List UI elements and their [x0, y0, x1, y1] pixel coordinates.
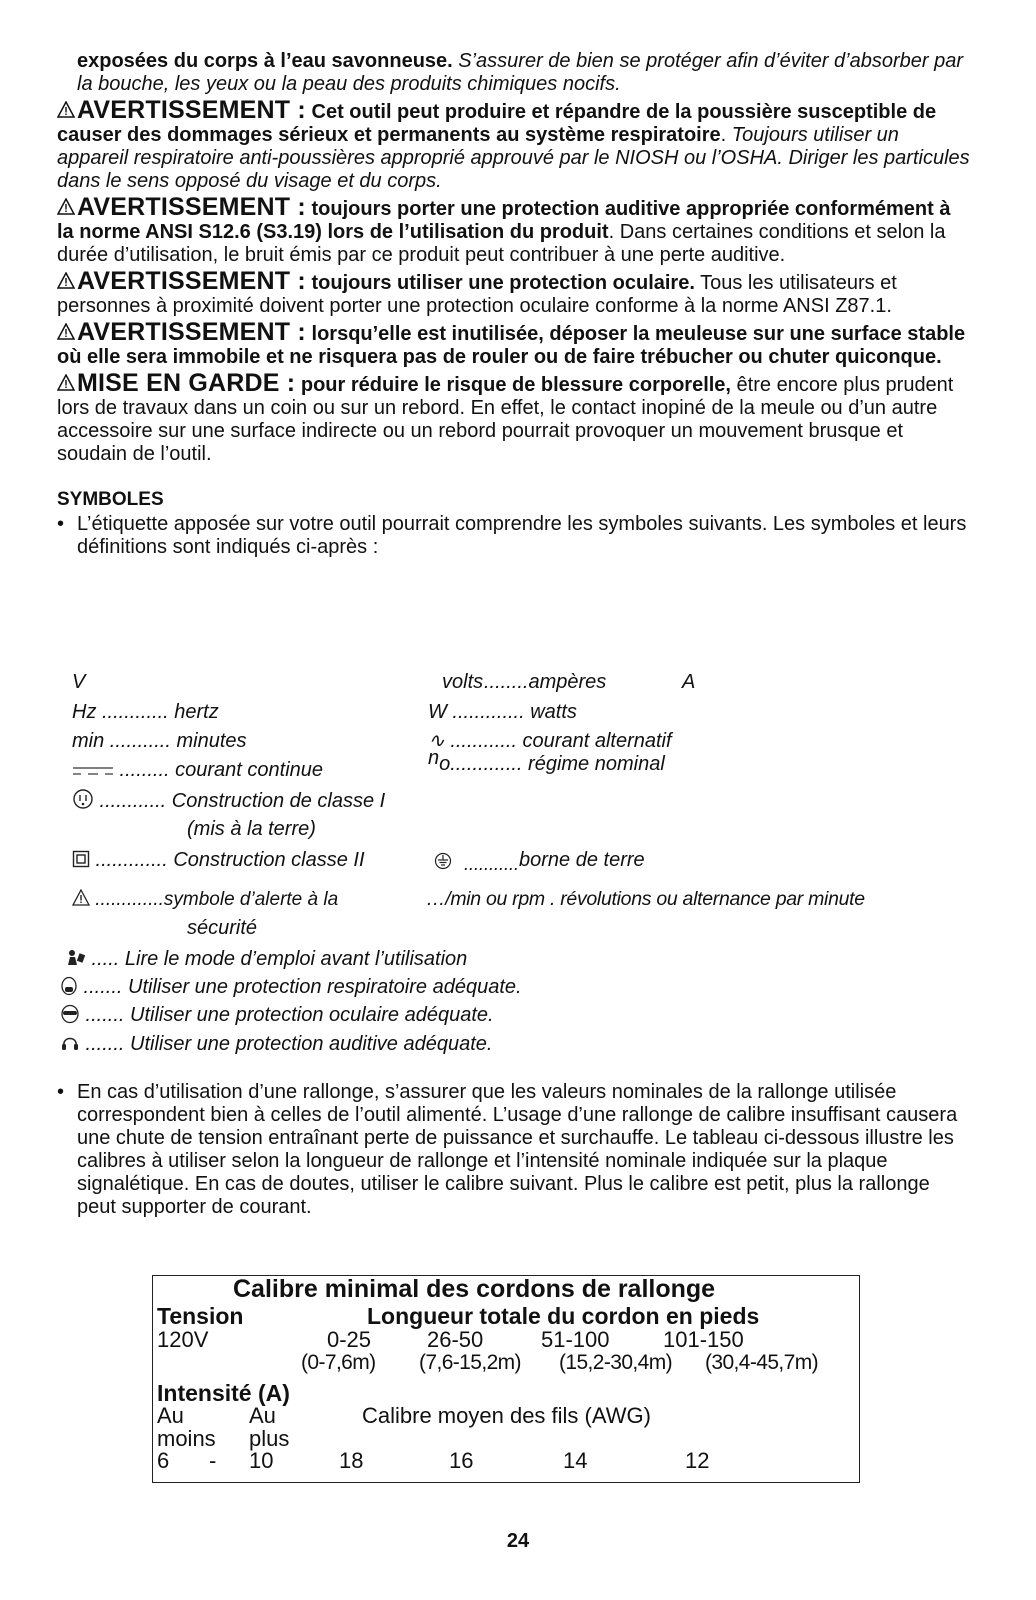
cord-table-tension: Tension [157, 1303, 244, 1329]
page-number: 24 [506, 1530, 530, 1552]
symbol-dc-row: ......... courant continue [72, 758, 323, 782]
cord-row-to: 10 [249, 1448, 274, 1473]
symbol-class1-note: (mis à la terre) [187, 818, 316, 840]
intro-paragraph: exposées du corps à l’eau savonneuse. S’assurer de bien se protéger afin d’éviter d’absorber par la bouche, les yeux ou la peau des produits chimiques nocifs. [77, 50, 964, 95]
cord-row-gauge: 16 [449, 1448, 474, 1473]
cord-table-intensity: Intensité (A) [157, 1380, 290, 1406]
cord-row-gauge: 18 [339, 1448, 364, 1473]
warning-eye: AVERTISSEMENT : toujours utiliser une protection oculaire. Tous les utilisateurs et personnes à proximité doivent porter une protection oculaire conforme à la norme ANSI Z87.1. [57, 267, 897, 317]
extension-cord-note: • En cas d’utilisation d’une rallonge, s’assurer que les valeurs nominales de la rallonge utilisée correspondent bien à celles de l’outil alimenté. L’usage d’une rallonge de calibre insuffisant causera une chute de tension entraînant perte de puissance et surchauffe. Le tableau ci-dessous illustre les calibres à utiliser selon la longueur de rallonge et l’intensité nominale indiquée sur la plaque signalétique. En cas de doutes, utiliser le calibre suivant. Plus le calibre est petit, plus la rallonge peut supporter de courant. [57, 1081, 958, 1218]
symbol-resp-row: ....... Utiliser une protection respiratoire adéquate. [60, 975, 522, 999]
warning-triangle-icon [57, 272, 75, 289]
alternating-current-icon: ∿ [428, 730, 445, 752]
direct-current-icon [72, 759, 114, 781]
symbols-heading: SYMBOLES [57, 489, 164, 510]
cord-length-m: (15,2-30,4m) [559, 1351, 673, 1374]
cord-length-ft: 51-100 [541, 1327, 610, 1352]
warning-triangle-icon [57, 374, 75, 391]
symbols-intro: • L’étiquette apposée sur votre outil pourrait comprendre les symboles suivants. Les symboles et leurs définitions sont indiqués ci-après : [57, 513, 967, 558]
read-manual-icon [66, 948, 86, 970]
symbol-volts: volts [442, 671, 484, 693]
cord-length-ft: 101-150 [663, 1327, 744, 1352]
warning-hearing: AVERTISSEMENT : toujours porter une protection auditive appropriée conformément à la norme ANSI S12.6 (S3.19) lors de l’utilisation du produit. Dans certaines conditions et selon la durée d’utilisation, le bruit émis par ce produit peut contribuer à une perte auditive. [57, 193, 951, 266]
symbol-class2-row: ............. Construction classe II [72, 848, 365, 872]
safety-alert-icon [72, 888, 90, 910]
cord-table-au1: Au [157, 1403, 184, 1428]
symbol-alert-row: .............symbole d’alerte à la [72, 887, 338, 912]
cord-length-m: (30,4-45,7m) [705, 1351, 819, 1374]
symbol-amperes: ........ampères [484, 671, 607, 693]
cord-table-gauge-label: Calibre moyen des fils (AWG) [362, 1403, 651, 1428]
symbol-min: min ........... minutes [72, 730, 247, 752]
cord-table-length: Longueur totale du cordon en pieds [367, 1303, 760, 1329]
eye-protection-icon [60, 1004, 80, 1026]
warning-triangle-icon [57, 101, 75, 118]
manual-page [57, 50, 972, 559]
cord-table-plus: plus [249, 1426, 290, 1451]
warning-dust: AVERTISSEMENT : Cet outil peut produire et répandre de la poussière susceptible de causer des dommages sérieux et permanents au système respiratoire. Toujours utiliser un appareil respiratoire anti-poussières approprié approuvé par le NIOSH ou l’OSHA. Diriger les particules dans le sens opposé du visage et du corps. [57, 96, 970, 192]
symbol-no-row: no............. régime nominal [428, 747, 665, 775]
hearing-protection-icon [60, 1033, 80, 1055]
symbol-alert-note: sécurité [187, 917, 258, 939]
symbol-rpm: …/min ou rpm . révolutions ou alternance par minute [426, 888, 865, 910]
class1-icon [72, 790, 94, 812]
symbol-hz: Hz ............ hertz [72, 701, 219, 723]
class2-icon [72, 849, 90, 871]
respirator-icon [60, 976, 78, 998]
cord-gauge-table [152, 1275, 860, 1483]
cord-table-au2: Au [249, 1403, 276, 1428]
cord-row-gauge: 14 [563, 1448, 588, 1473]
cord-length-m: (0-7,6m) [301, 1351, 376, 1374]
caution-corner: MISE EN GARDE : pour réduire le risque de blessure corporelle, être encore plus prudent lors de travaux dans un coin ou sur un rebord. En effet, le contact inopiné de la meule ou d’un autre accessoire sur une surface indirecte ou un rebord pourrait provoquer un mouvement brusque et soudain de l’outil. [57, 369, 954, 465]
symbol-eye-row: ....... Utiliser une protection oculaire adéquate. [60, 1003, 494, 1027]
cord-table-moins: moins [157, 1426, 216, 1451]
earth-terminal-icon [434, 849, 452, 871]
symbol-class1-row: ............ Construction de classe I [72, 788, 385, 813]
symbol-w: W ............. watts [428, 701, 577, 723]
warning-triangle-icon [57, 323, 75, 340]
warning-triangle-icon [57, 198, 75, 215]
symbol-ac-row: ∿ ............ courant alternatif [428, 730, 672, 752]
cord-length-ft: 26-50 [427, 1327, 484, 1352]
symbol-manual-row: ..... Lire le mode d’emploi avant l’utilisation [66, 947, 467, 971]
cord-table-title: Calibre minimal des cordons de rallonge [233, 1275, 716, 1303]
symbol-a: A [682, 671, 696, 693]
cord-length-m: (7,6-15,2m) [419, 1351, 521, 1374]
cord-row-gauge: 12 [685, 1448, 710, 1473]
warning-storage: AVERTISSEMENT : lorsqu’elle est inutilisée, déposer la meuleuse sur une surface stable où elle sera immobile et ne risquera pas de rouler ou de faire trébucher ou chuter quiconque. [57, 318, 966, 368]
symbol-earth-row: ...........borne de terre [434, 848, 645, 872]
symbol-v: V [72, 671, 86, 693]
cord-table-voltage: 120V [157, 1327, 209, 1352]
symbol-ear-row: ....... Utiliser une protection auditive adéquate. [60, 1032, 492, 1056]
cord-length-ft: 0-25 [327, 1327, 372, 1352]
cord-row-from: 6 [157, 1448, 170, 1473]
cord-row-dash: - [209, 1448, 217, 1473]
